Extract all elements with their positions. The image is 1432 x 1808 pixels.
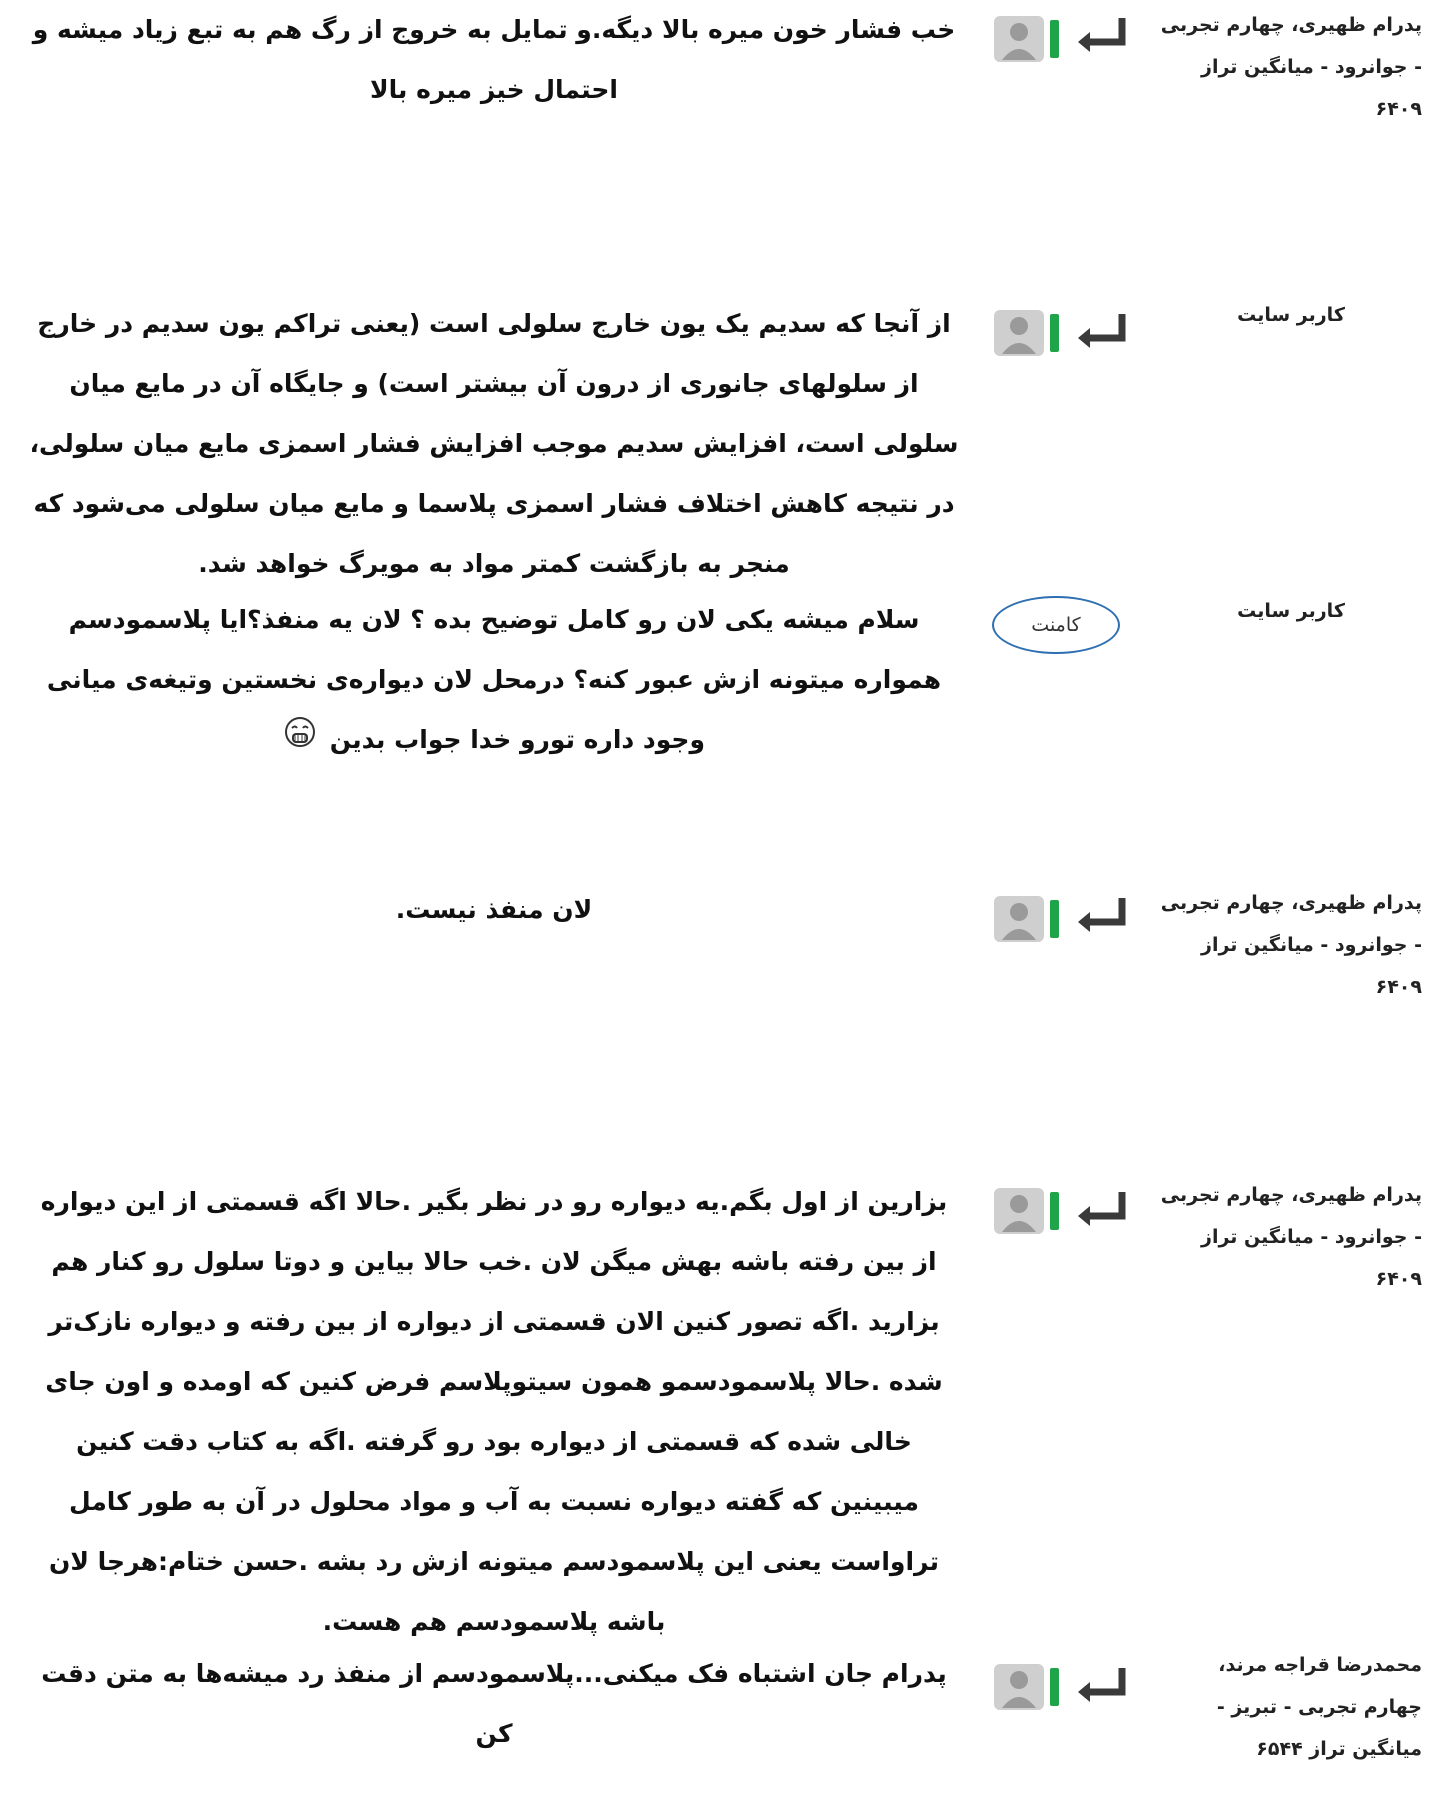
comment-author[interactable]: کاربر سایت bbox=[1237, 304, 1345, 326]
comment-author[interactable]: پدرام ظهیری، چهارم تجربی - جوانرود - میانگین تراز ۶۴۰۹ bbox=[1160, 14, 1422, 120]
comment-author[interactable]: پدرام ظهیری، چهارم تجربی - جوانرود - میانگین تراز ۶۴۰۹ bbox=[1160, 1184, 1422, 1290]
reply-icon[interactable] bbox=[1074, 892, 1130, 938]
avatar-icon bbox=[992, 14, 1064, 64]
comment-author[interactable]: محمدرضا قراجه مرند، چهارم تجربی - تبریز - میانگین تراز ۶۵۴۴ bbox=[1216, 1654, 1422, 1760]
comment-text: پدرام جان اشتباه فک میکنی...پلاسمودسم از منفذ رد میشه‌ها به متن دقت کن bbox=[41, 1659, 947, 1748]
comment-text: لان منفذ نیست. bbox=[395, 895, 593, 924]
comment-author[interactable]: کاربر سایت bbox=[1237, 600, 1345, 622]
reply-icon[interactable] bbox=[1074, 12, 1130, 58]
comment-text: بزارین از اول بگم.یه دیواره رو در نظر بگیر .حالا اگه قسمتی از این دیواره از بین رفته باشه بهش میگن لان .خب حالا بیاین و دوتا سلول رو کنار هم بزارید .اگه تصور کنین الان قسمتی از دیواره از بین رفته و دیواره نازک‌تر شده .حالا پلاسمودسمو همون سیتوپلاسم فرض کنین که اومده و اون جای خالی شده که قسمتی از دیواره بود رو گرفته .اگه به کتاب دقت کنین میبینین که گفته دیواره نسبت به آب و مواد محلول در آن به طور کامل تراواست یعنی این پلاسمودسم میتونه ازش رد بشه .حسن ختام:هرجا لان باشه پلاسمودسم هم هست. bbox=[40, 1187, 948, 1636]
comment-text-body: سلام میشه یکی لان رو کامل توضیح بده ؟ لان یه منفذ؟ایا پلاسمودسم همواره میتونه ازش عبور کنه؟ درمحل لان دیواره‌ی نخستین وتیغه‌ی میانی وجود داره تورو خدا جواب بدین bbox=[46, 605, 942, 754]
reply-icon[interactable] bbox=[1074, 308, 1130, 354]
avatar-icon bbox=[992, 308, 1064, 358]
reply-icon[interactable] bbox=[1074, 1186, 1130, 1232]
avatar-icon bbox=[992, 1186, 1064, 1236]
comment-text bbox=[28, 590, 960, 771]
comment-text: خب فشار خون میره بالا دیگه.و تمایل به خروج از رگ هم به تبع زیاد میشه و احتمال خیز میره بالا bbox=[32, 15, 956, 104]
avatar-icon bbox=[992, 1662, 1064, 1712]
reply-icon[interactable] bbox=[1074, 1662, 1130, 1708]
comment-author[interactable]: پدرام ظهیری، چهارم تجربی - جوانرود - میانگین تراز ۶۴۰۹ bbox=[1160, 892, 1422, 998]
comment-button[interactable]: کامنت bbox=[992, 596, 1120, 654]
avatar-icon bbox=[992, 894, 1064, 944]
crying-face-icon bbox=[283, 711, 317, 771]
comment-text: از آنجا که سدیم یک یون خارج سلولی است (یعنی تراکم یون سدیم در خارج از سلولهای جانوری از درون آن بیشتر است) و جایگاه آن در مایع میان سلولی است، افزایش سدیم موجب افزایش فشار اسمزی مایع میان سلولی، در نتیجه کاهش اختلاف فشار اسمزی پلاسما و مایع میان سلولی می‌شود که منجر به بازگشت کمتر مواد به مویرگ خواهد شد. bbox=[29, 309, 959, 578]
